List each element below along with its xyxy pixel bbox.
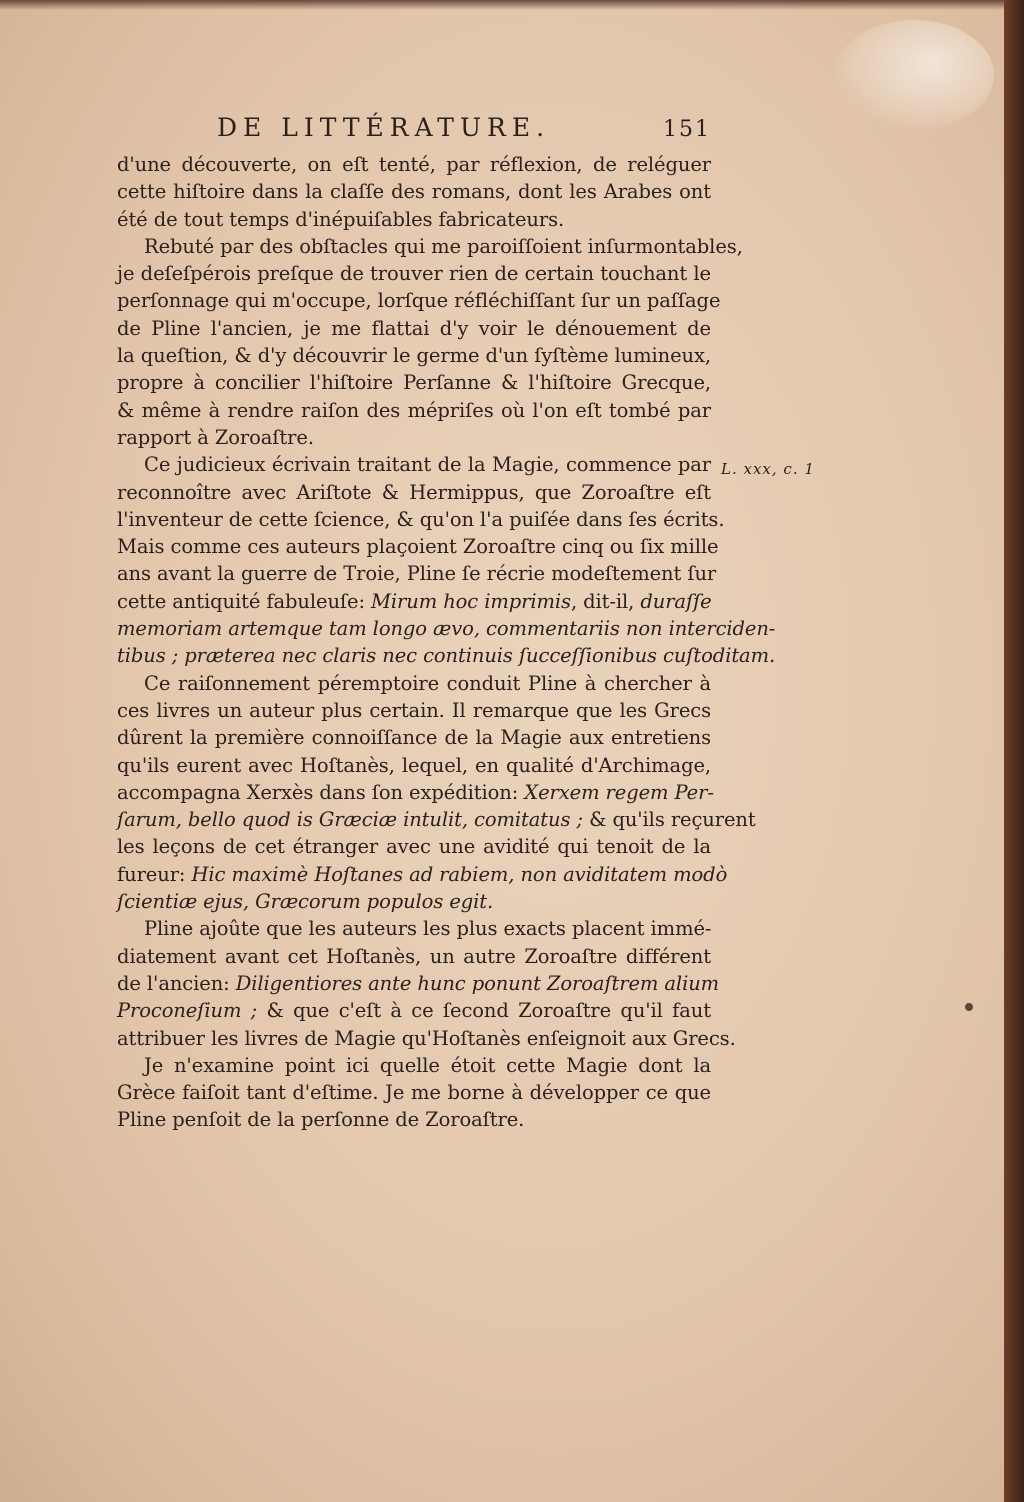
page-number: 151 [663, 117, 711, 142]
text-line: fureur: Hic maximè Hoſtanes ad rabiem, non aviditatem modò [117, 862, 728, 886]
paragraph-start: Ce judicieux écrivain traitant de la Magie, commence par [144, 453, 711, 477]
text-line: ces livres un auteur plus certain. Il remarque que les Grecs [117, 698, 711, 722]
text-line: d'une découverte, on eſt tenté, par réflexion, de reléguer [117, 153, 711, 176]
text-line: dûrent la première connoiſſance de la Magie aux entretiens [117, 726, 711, 750]
text-line [117, 642, 776, 669]
text-line: je deſeſpérois preſque de trouver rien de certain touchant le [117, 262, 711, 286]
paper-stain [834, 20, 994, 130]
book-edge [1004, 0, 1024, 1502]
text-line: l'inventeur de cette ſcience, & qu'on l'a puiſée dans ſes écrits. [117, 507, 725, 531]
text-line: qu'ils eurent avec Hoſtanès, lequel, en qualité d'Archimage, [117, 753, 711, 777]
text-line: Grèce faiſoit tant d'eſtime. Je me borne à développer ce que [117, 1081, 711, 1105]
paragraph-start: Rebuté par des obſtacles qui me paroiſſoient inſurmontables, [144, 234, 743, 258]
text-line: accompagna Xerxès dans ſon expédition: Xerxem regem Per- [117, 780, 714, 804]
latin-quote: duraſſe [640, 589, 712, 613]
running-title: DE LITTÉRATURE. [217, 113, 551, 142]
latin-quote: ſarum, bello quod is Græciæ intulit, comitatus ; [117, 808, 583, 832]
text-line: propre à concilier l'hiſtoire Perſanne & l'hiſtoire Grecque, [117, 371, 711, 395]
text-line: & même à rendre raiſon des mépriſes où l'on eſt tombé par [117, 398, 711, 422]
paragraph-start: Ce raiſonnement péremptoire conduit Pline à chercher à [144, 671, 711, 695]
text-line: rapport à Zoroaſtre. [117, 425, 314, 449]
latin-quote: Mirum hoc imprimis [371, 589, 571, 613]
paragraph-start: Je n'examine point ici quelle étoit cette Magie dont la [144, 1053, 711, 1077]
latin-quote: Hic maximè Hoſtanes ad rabiem, non aviditatem modò [191, 862, 728, 886]
latin-quote: Proconeſium ; [117, 999, 258, 1023]
text-line: ſarum, bello quod is Græciæ intulit, comitatus ; & qu'ils reçurent [117, 808, 756, 832]
text-line: été de tout temps d'inépuiſables fabricateurs. [117, 207, 565, 231]
ink-spot [965, 1003, 973, 1011]
text-line: perſonnage qui m'occupe, lorſque réfléchiſſant ſur un paſſage [117, 289, 721, 313]
text-line: attribuer les livres de Magie qu'Hoſtanès enſeignoit aux Grecs. [117, 1026, 736, 1050]
text-line: diatement avant cet Hoſtanès, un autre Zoroaſtre différent [117, 944, 711, 968]
text-line: la queſtion, & d'y découvrir le germe d'un ſyſtème lumineux, [117, 344, 711, 368]
text-line: de Pline l'ancien, je me flattai d'y voir le dénouement de [117, 316, 711, 340]
text-line: ans avant la guerre de Troie, Pline ſe récrie modeſtement ſur [117, 562, 717, 586]
page-top-shadow [0, 0, 1004, 10]
latin-quote: Diligentiores ante hunc ponunt Zoroaſtrem alium [235, 971, 720, 995]
text-line: les leçons de cet étranger avec une avidité qui tenoit de la [117, 835, 711, 859]
margin-note: L. xxx, c. 1 [721, 460, 815, 478]
text-line: Mais comme ces auteurs plaçoient Zoroaſtre cinq ou ſix mille [117, 535, 719, 559]
running-head [217, 113, 711, 151]
latin-quote: tibus ; præterea nec claris nec continuis ſucceſſionibus cuſtoditam. [117, 644, 776, 668]
text-line: Pline penſoit de la perſonne de Zoroaſtre. [117, 1108, 525, 1132]
text-line: Proconeſium ; & que c'eſt à ce ſecond Zoroaſtre qu'il faut [117, 999, 711, 1023]
text-line: cette hiſtoire dans la claſſe des romans, dont les Arabes ont [117, 180, 711, 204]
text-line: cette antiquité fabuleuſe: Mirum hoc imprimis, dit-il, duraſſe [117, 589, 712, 613]
text-line: reconnoître avec Ariſtote & Hermippus, que Zoroaſtre eſt [117, 480, 711, 504]
latin-quote: ſcientiæ ejus, Græcorum populos egit. [117, 890, 494, 914]
paragraph-start: Pline ajoûte que les auteurs les plus exacts placent immé- [144, 917, 712, 941]
latin-quote: memoriam artemque tam longo ævo, commentariis non interciden- [117, 617, 776, 641]
latin-quote: Xerxem regem Per- [524, 780, 714, 804]
text-line: de l'ancien: Diligentiores ante hunc ponunt Zoroaſtrem alium [117, 971, 720, 995]
text-line [117, 615, 776, 642]
text-line [117, 888, 711, 915]
